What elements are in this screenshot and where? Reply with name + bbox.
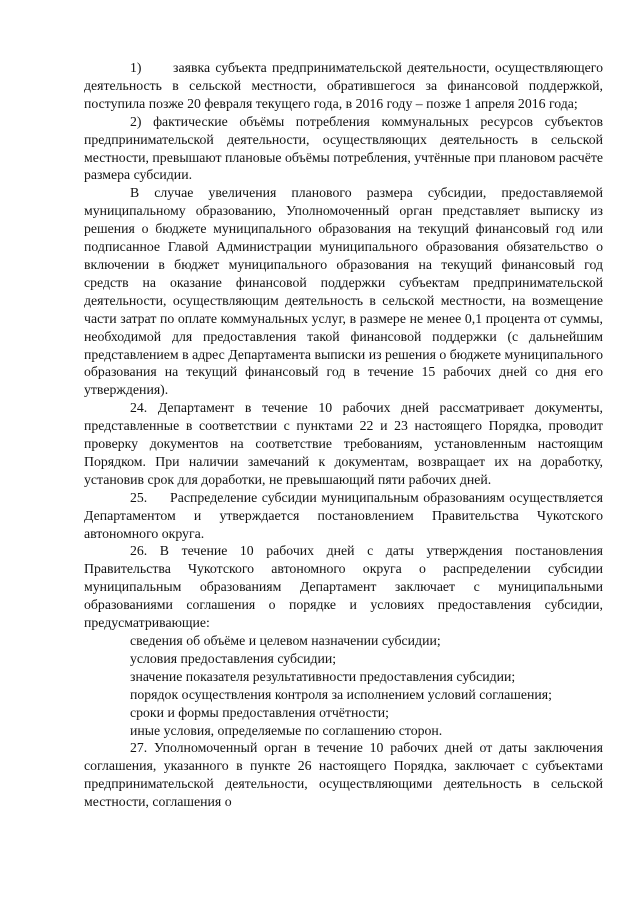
paragraph-subsidy-increase: В случае увеличения планового размера субсидии, предоставляемой муниципальному образованию, Уполномоченный орган представляет выписку из решения о бюджете муниципального образования на текущий финансовый год или подписанное Главой Администрации муниципального образования обязательство о включении в бюджет муниципального образования на текущий финансовый год средств на оказание финансовой поддержки субъектам предпринимательской деятельности, осуществляющим деятельность в сельской местности, на возмещение части затрат по оплате коммунальных услуг, в размере не менее 0,1 процента от суммы, необходимой для предоставления такой финансовой поддержки (с дальнейшим представлением в адрес Департамента выписки из решения о бюджете муниципального образования на текущий финансовый год в течение 15 рабочих дней со дня его утверждения).: [84, 185, 603, 398]
paragraph-item-1: 1) заявка субъекта предпринимательской деятельности, осуществляющего деятельность в сельской местности, обратившегося за финансовой поддержкой, поступила позже 20 февраля текущего года, в 2016 году – позже 1 апреля 2016 года;: [84, 60, 603, 111]
list-item: порядок осуществления контроля за исполнением условий соглашения;: [130, 686, 552, 702]
list-item: значение показателя результативности предоставления субсидии;: [130, 668, 516, 684]
list-item: сроки и формы предоставления отчётности;: [130, 704, 389, 720]
document-body: [84, 59, 603, 811]
paragraph-24: 24. Департамент в течение 10 рабочих дней рассматривает документы, представленные в соответствии с пунктами 22 и 23 настоящего Порядка, проводит проверку документов на соответствие требованиям, установленным настоящим Порядком. При наличии замечаний к документам, возвращает их на доработку, установив срок для доработки, не превышающий пяти рабочих дней.: [84, 400, 603, 487]
list-item: условия предоставления субсидии;: [130, 650, 337, 666]
list-item: иные условия, определяемые по соглашению сторон.: [130, 722, 443, 738]
paragraph-item-2: 2) фактические объёмы потребления коммунальных ресурсов субъектов предпринимательской деятельности, осуществляющих деятельность в сельской местности, превышают плановые объёмы потребления, учтённые при плановом расчёте размера субсидии.: [84, 113, 603, 183]
paragraph-25: 25. Распределение субсидии муниципальным образованиям осуществляется Департаментом и утверждается постановлением Правительства Чукотского автономного округа.: [84, 489, 603, 541]
list-item: сведения об объёме и целевом назначении субсидии;: [130, 633, 441, 648]
paragraph-26: 26. В течение 10 рабочих дней с даты утверждения постановления Правительства Чукотского автономного округа о распределении субсидии муниципальным образованиям Департамент заключает с муниципальными образованиями соглашения о порядке и условиях предоставления субсидии, предусматривающие:: [84, 543, 603, 631]
paragraph-27: 27. Уполномоченный орган в течение 10 рабочих дней от даты заключения соглашения, указанного в пункте 26 настоящего Порядка, заключает с субъектами предпринимательской деятельности, осуществляющими деятельность в сельской местности, соглашения о: [84, 740, 603, 810]
